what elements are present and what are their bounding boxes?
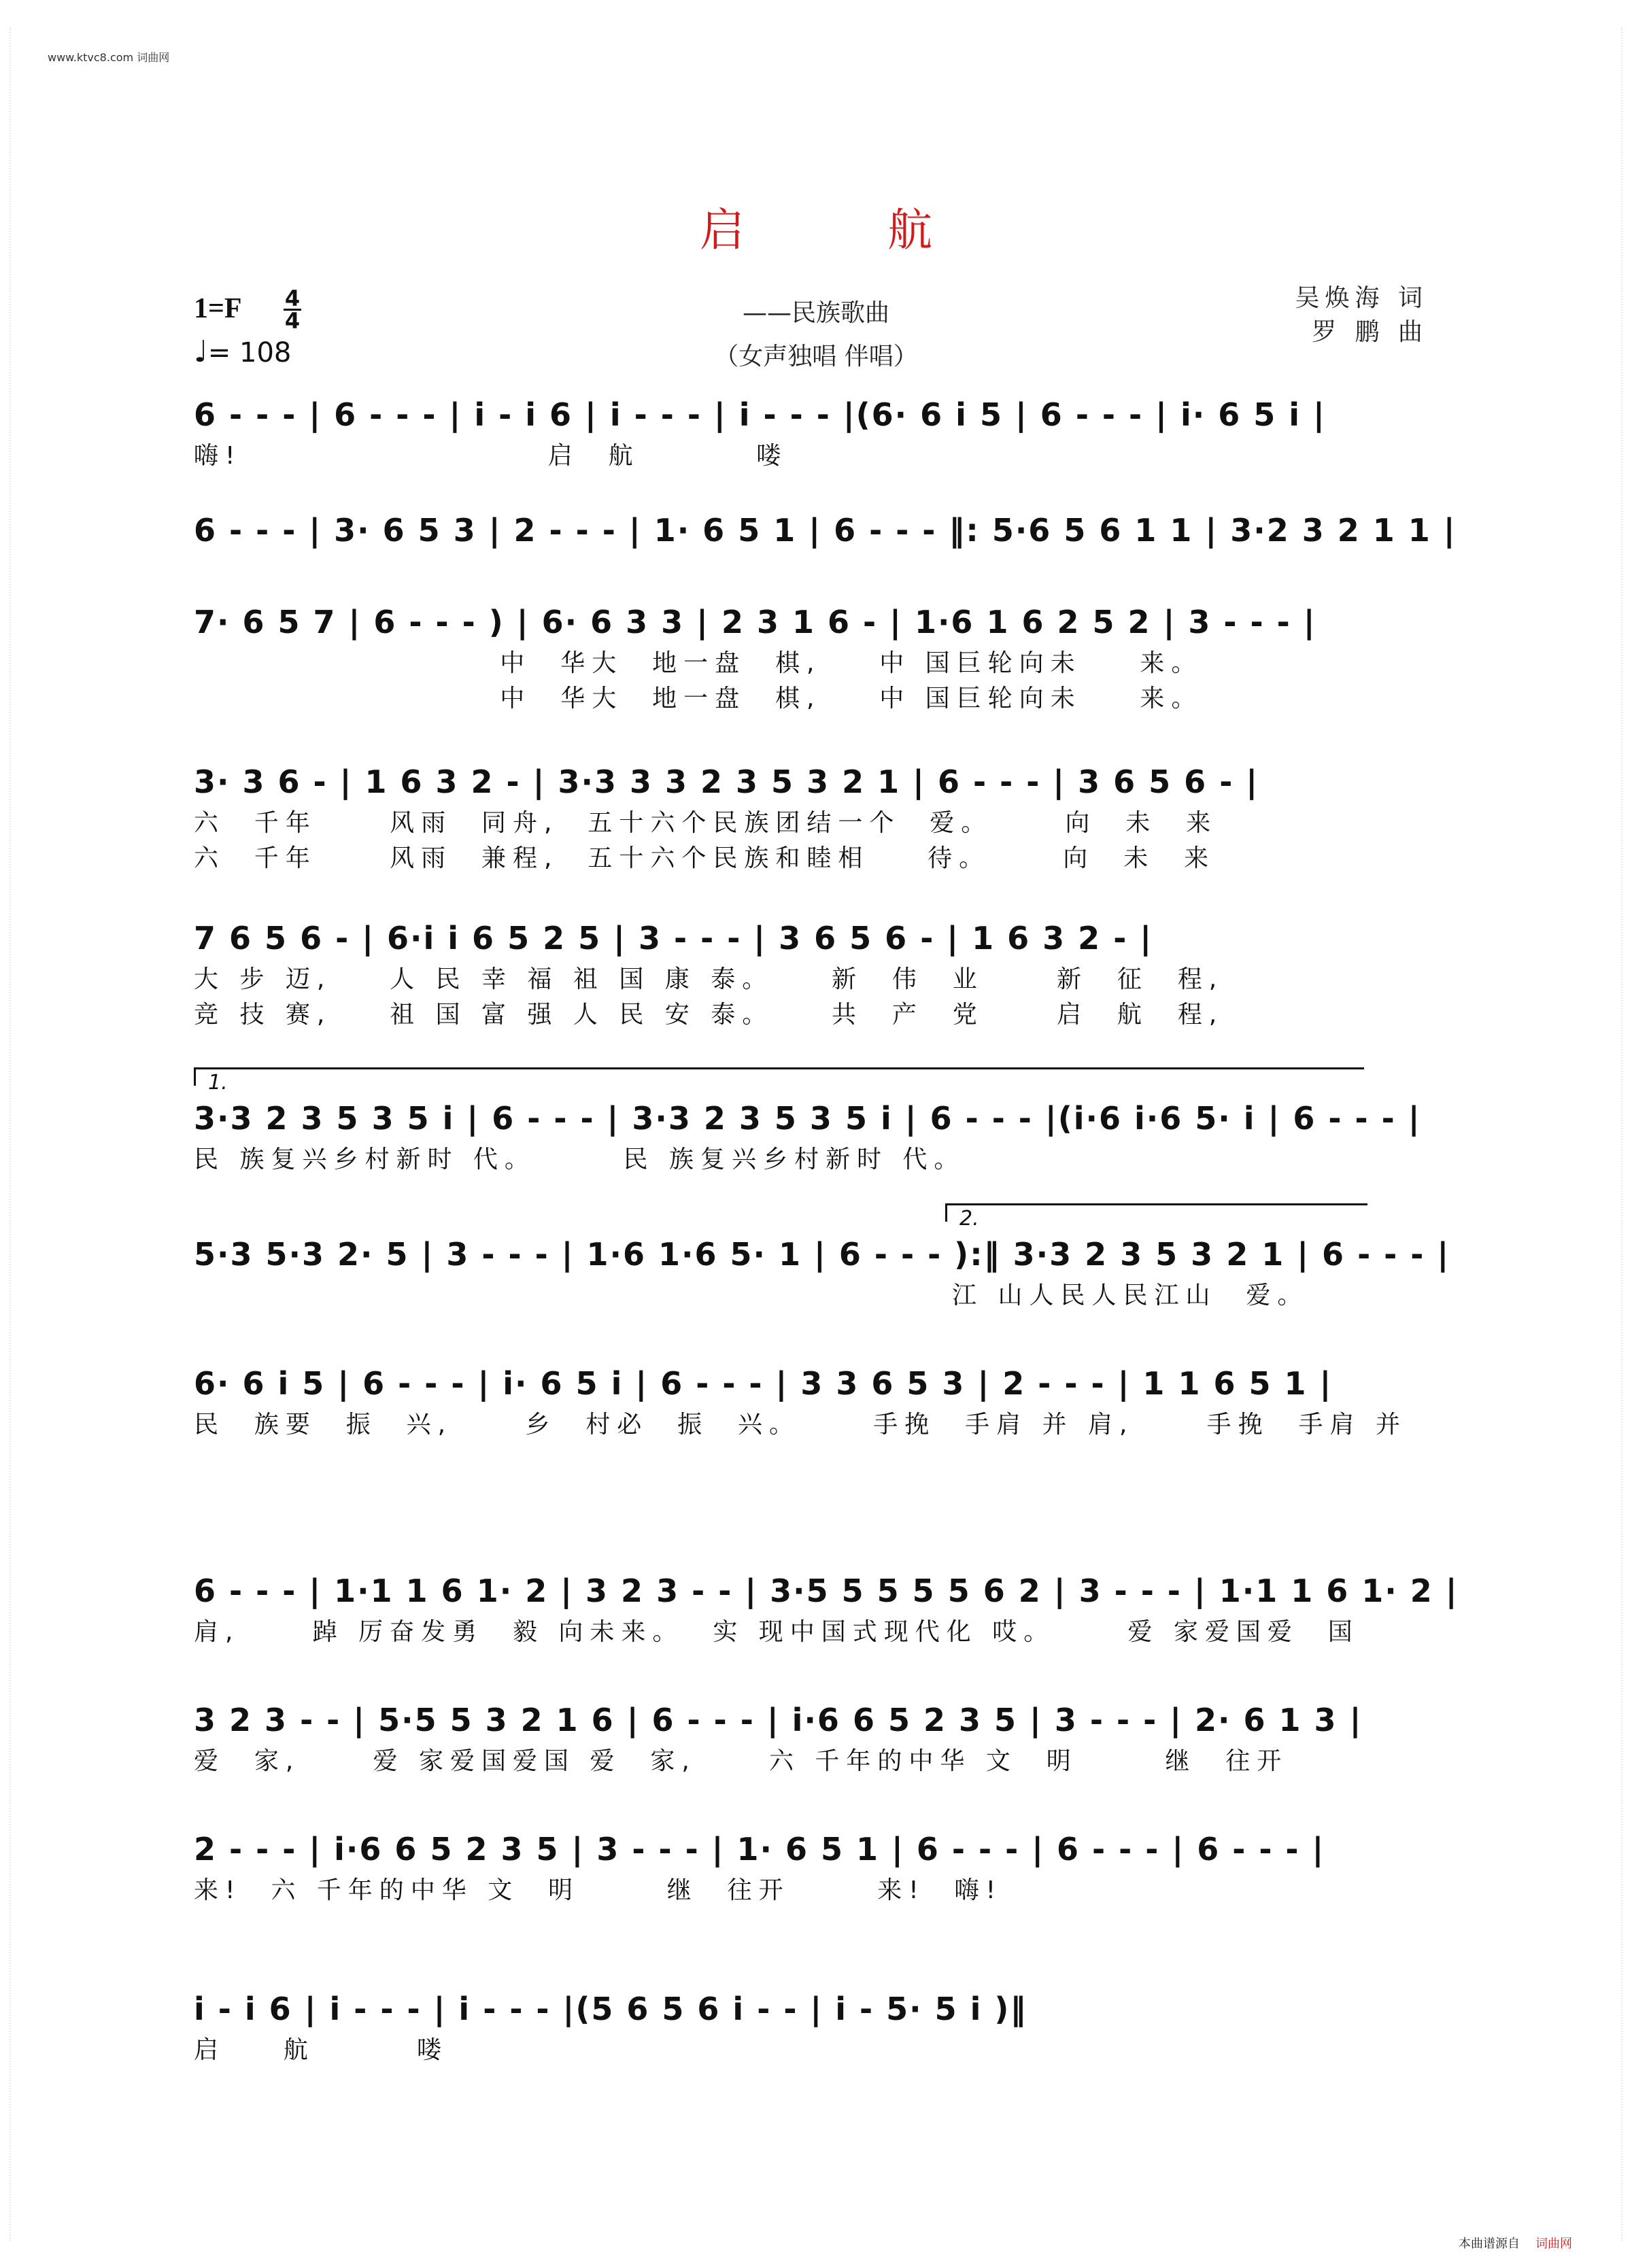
lyric-line: 爱 家, 爱 家爱国爱国 爱 家, 六 千年的中华 文 明 继 往开: [194, 1747, 1289, 1775]
notation-line: 5·3 5·3 2· 5 | 3 - - - | 1·6 1·6 5· 1 | 6 - - - ):‖ 3·3 2 3 5 3 2 1 | 6 - - - |: [194, 1236, 1450, 1273]
lyric-line: 来! 六 千年的中华 文 明 继 往开 来! 嗨!: [194, 1876, 1003, 1904]
score-row-4: [194, 758, 1445, 876]
notation-line: 6 - - - | 3· 6 5 3 | 2 - - - | 1· 6 5 1 | 6 - - - ‖: 5·6 5 6 1 1 | 3·2 3 2 1 1 |: [194, 512, 1457, 549]
notation-line: 6 - - - | 1·1 1 6 1· 2 | 3 2 3 - - | 3·5 5 5 5 5 6 2 | 3 - - - | 1·1 1 6 1· 2 |: [194, 1573, 1459, 1609]
lyric-line-verse-1: 中 华大 地一盘 棋, 中 国巨轮向未 来。: [194, 649, 1203, 677]
time-signature-top: 4: [284, 286, 301, 311]
source-site-logo-text: 词曲网: [1535, 2237, 1572, 2251]
source-site-url: www.ktvc8.com 词曲网: [48, 51, 170, 64]
score-row-12: [194, 1985, 1445, 2068]
lyric-line-verse-2: 中 华大 地一盘 棋, 中 国巨轮向未 来。: [194, 685, 1203, 712]
tempo-value: = 108: [207, 337, 292, 368]
notation-line: 3 2 3 - - | 5·5 5 3 2 1 6 | 6 - - - | i·6 6 5 2 3 5 | 3 - - - | 2· 6 1 3 |: [194, 1702, 1363, 1738]
source-credit-text: 本曲谱源自: [1459, 2237, 1520, 2251]
lyric-line-verse-2: 竞 技 赛, 祖 国 富 强 人 民 安 泰。 共 产 党 启 航 程,: [194, 1001, 1224, 1029]
lyric-line-verse-1: 大 步 迈, 人 民 幸 福 祖 国 康 泰。 新 伟 业 新 征 程,: [194, 965, 1224, 993]
lyric-line: 启 航 喽: [194, 2036, 448, 2064]
performance-subtitle: （女声独唱 伴唱）: [714, 343, 918, 371]
lyric-line: 嗨! 启 航 喽: [194, 442, 788, 470]
score-row-9: [194, 1567, 1459, 1650]
song-genre-subtitle: ——民族歌曲: [742, 299, 889, 327]
lyricist-credit: 吴焕海 词: [1295, 284, 1428, 312]
lyric-line: 江 山人民人民江山 爱。: [194, 1282, 1309, 1309]
composer-credit: 罗 鹏 曲: [1312, 318, 1428, 346]
lyric-line-verse-1: 六 千年 风雨 同舟, 五十六个民族团结一个 爱。 向 未 来: [194, 809, 1218, 837]
notation-line: 7 6 5 6 - | 6·i i 6 5 2 5 | 3 - - - | 3 6 5 6 - | 1 6 3 2 - |: [194, 920, 1153, 957]
lyric-line: 肩, 踔 厉奋发勇 毅 向未来。 实 现中国式现代化 哎。 爱 家爱国爱 国: [194, 1618, 1359, 1646]
key-signature: 1=F: [194, 293, 242, 324]
time-signature-bottom: 4: [284, 308, 301, 334]
lyric-line: 民 族要 振 兴, 乡 村必 振 兴。 手挽 手肩 并 肩, 手挽 手肩 并: [194, 1411, 1407, 1439]
score-row-7: [194, 1231, 1450, 1313]
notation-line: i - i 6 | i - - - | i - - - |(5 6 5 6 i - - | i - 5· 5 i )‖: [194, 1991, 1027, 2027]
notation-line: 3· 3 6 - | 1 6 3 2 - | 3·3 3 3 2 3 5 3 2 1 | 6 - - - | 3 6 5 6 - |: [194, 763, 1259, 800]
quarter-note-icon: ♩: [194, 334, 208, 369]
score-row-10: [194, 1696, 1445, 1779]
volta-bracket-first: 1.: [194, 1067, 1364, 1086]
score-row-5: [194, 914, 1445, 1033]
notation-line: 6· 6 i 5 | 6 - - - | i· 6 5 i | 6 - - - | 3 3 6 5 3 | 2 - - - | 1 1 6 5 1 |: [194, 1365, 1333, 1402]
notation-line: 2 - - - | i·6 6 5 2 3 5 | 3 - - - | 1· 6 5 1 | 6 - - - | 6 - - - | 6 - - - |: [194, 1831, 1325, 1868]
score-row-2: [194, 506, 1457, 554]
notation-line: 3·3 2 3 5 3 5 i | 6 - - - | 3·3 2 3 5 3 5 i | 6 - - - |(i·6 i·6 5· i | 6 - - - |: [194, 1100, 1421, 1137]
score-row-8: [194, 1360, 1445, 1443]
score-row-11: [194, 1825, 1445, 1908]
notation-line: 6 - - - | 6 - - - | i - i 6 | i - - - | i - - - |(6· 6 i 5 | 6 - - - | i· 6 5 i |: [194, 396, 1326, 433]
score-row-1: [194, 391, 1445, 474]
volta-bracket-second: 2.: [945, 1203, 1367, 1222]
lyric-line: 民 族复兴乡村新时 代。 民 族复兴乡村新时 代。: [194, 1146, 966, 1173]
score-row-6: [194, 1095, 1445, 1178]
score-row-3: [194, 598, 1445, 717]
song-title: 启航: [700, 204, 1075, 256]
lyric-line-verse-2: 六 千年 风雨 兼程, 五十六个民族和睦相 待。 向 未 来: [194, 844, 1216, 872]
notation-line: 7· 6 5 7 | 6 - - - ) | 6· 6 3 3 | 2 3 1 6 - | 1·6 1 6 2 5 2 | 3 - - - |: [194, 604, 1316, 640]
